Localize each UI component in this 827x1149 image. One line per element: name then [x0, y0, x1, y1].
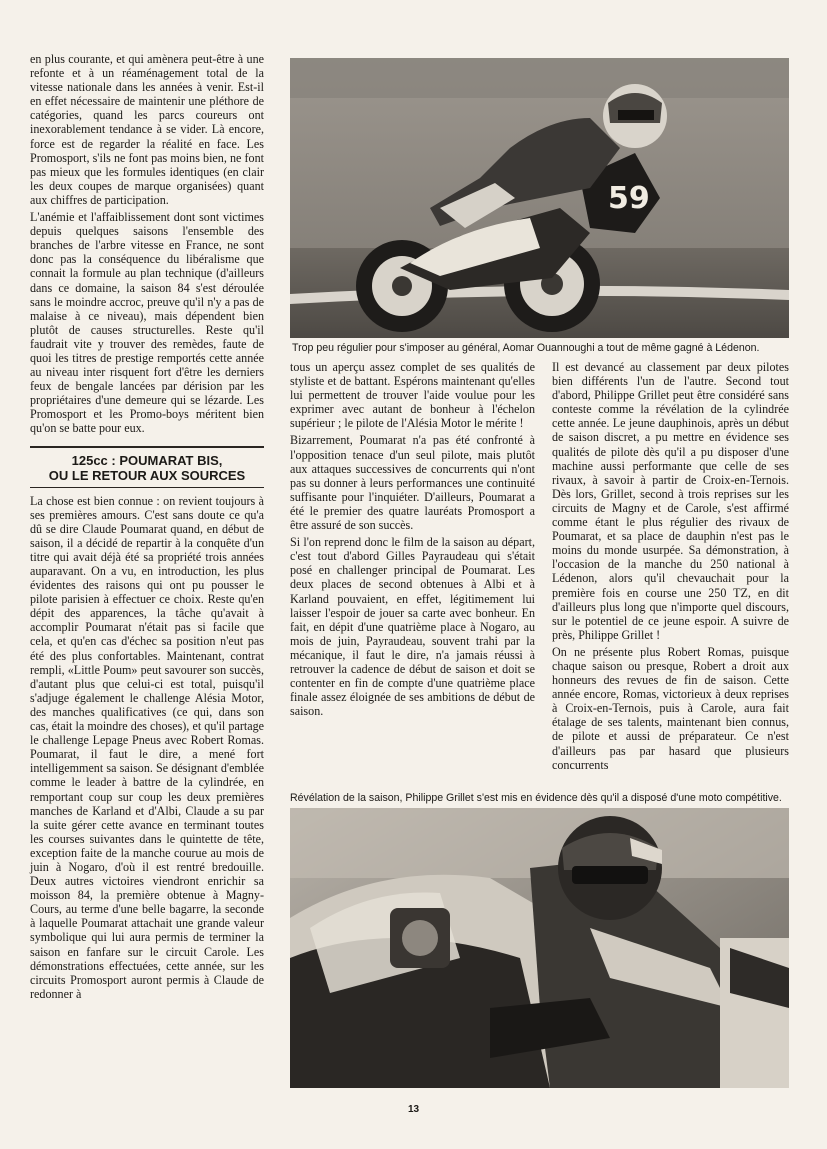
photo-racer-ouannoughi	[290, 58, 789, 338]
page-number: 13	[407, 1104, 420, 1115]
photo-racer-grillet	[290, 808, 789, 1088]
paragraph: Bizarrement, Poumarat n'a pas été confronté à l'opposition tenace d'un seul pilote, mais plutôt aux attaques successives de concurrents qui n'ont pas su donner à leurs performances une continuité suffisante pour l'inquiéter. D'ailleurs, Poumarat a été le premier des quatre lauréats Promosport a être assuré de son succès.	[290, 433, 535, 533]
section-heading	[30, 446, 264, 488]
text-column-2	[290, 360, 535, 718]
paragraph: L'anémie et l'affaiblissement dont sont victimes depuis quelques saisons l'ensemble des branches de l'arbre vitesse en France, ne sont donc pas la conséquence du libéralisme que connait la formule au plan technique (d'ailleurs dans ce domaine, la saison 84 s'est déroulée sans le moindre accroc, preuve qu'il n'y a pas de malaise à ce niveau), mais dépendent bien plutôt de causes structurelles. Reste qu'il faudrait vite y trouver des remèdes, faute de quoi les titres de prestige remportés cette année au niveau inter risquent fort d'être les derniers feux de bengale lancées par dérision par les propriétaires d'une demeure qui se lézarde. Les Promosport et les Promo-boys méritent bien qu'on se batte pour eux.	[30, 210, 264, 436]
photo-caption: Trop peu régulier pour s'imposer au général, Aomar Ouannoughi a tout de même gagné à Lédenon.	[292, 342, 760, 354]
paragraph: tous un aperçu assez complet de ses qualités de styliste et de battant. Espérons maintenant qu'elles lui permettent de trouver l'aide voulue pour les exprimer avec autant de bonheur à l'échelon supérieur ; le pilote de l'Alésia Motor le mérite !	[290, 360, 535, 431]
photo-caption: Révélation de la saison, Philippe Grillet s'est mis en évidence dès qu'il a disposé d'une moto compétitive.	[290, 792, 782, 804]
paragraph: La chose est bien connue : on revient toujours à ses premières amours. C'est sans doute ce qu'a dû se dire Claude Poumarat quand, en début de saison, il a décidé de repartir à la conquête d'un titre qui avait déjà été sa propriété trois années auparavant. On a vu, en introduction, les plus évidentes des raisons qui ont pu pousser le pilote parisien à effectuer ce choix. Reste qu'en dépit des apparences, la tâche qu'avait à accomplir Poumarat n'était pas si facile que cela, et qu'en cas d'échec sa position n'eut pas été des plus confortables. Maintenant, contrat rempli, «Little Poum» peut savourer son succès, d'autant plus que celui-ci est total, puisqu'il s'adjuge également le challenge Alésia Motor, des manches qualificatives (ce qui, dans son cas, était la moindre des choses), et qu'il partage le challenge Lepage Pneus avec Robert Romas. Poumarat, il faut le dire, a mené fort intelligemment sa saison. Se désignant d'emblée comme le leader à battre de la cylindrée, en remportant coup sur coup les deux premières manches de Karland et d'Albi, Claude a su par la suite gérer cette avance en terminant toutes les courses suivantes dans le quintette de tête, exception faite de la manche courue au mois de juin à Nogaro, d'où il est rentré bredouille. Deux autres victoires viendront enrichir sa moisson 84, la première obtenue à Magny-Cours, au terme d'une belle bagarre, la seconde à laquelle Poumarat attachait une grande valeur symbolique qui lui aura permis de terminer la saison en fanfare sur le circuit Carole. Les démonstrations effectuées, cette année, sur les circuits Promosport auront permis à Claude de redonner à	[30, 493, 264, 1001]
section-heading-line-1: 125cc : POUMARAT BIS,	[71, 452, 223, 468]
text-column-3	[552, 360, 789, 772]
plate-number: 59	[608, 181, 650, 216]
text-column-1	[30, 52, 264, 1001]
section-heading-line-2: OU LE RETOUR AUX SOURCES	[48, 467, 246, 483]
paragraph: Il est devancé au classement par deux pilotes bien différents l'un de l'autre. Second tout d'abord, Philippe Grillet peut être considéré sans conteste comme la révélation de la cylindrée cette année. Le jeune dauphinois, après un début de saison discret, a pu mettre en évidence ses qualités de pilote dès qu'il a pu disposer d'une machine aussi performante que celle de ses rivaux, à savoir à partir de Croix-en-Ternois. Dès lors, Grillet, second à trois reprises sur les circuits de Magny et de Carole, s'est affirmé comme étant le plus régulier des rivaux de Poumarat, et sa place de dauphin n'est pas le moins du monde usurpée. Sa démonstration, à l'occasion de la manche du 250 national à Lédenon, alors qu'il chevauchait pour la première fois en course une 250 TZ, en dit d'ailleurs plus long que n'importe quel discours, sur le potentiel de ce jeune espoir. A suivre de près, Philippe Grillet !	[552, 360, 789, 642]
paragraph: On ne présente plus Robert Romas, puisque chaque saison ou presque, Robert a droit aux honneurs des revues de fin de saison. Cette année encore, Romas, victorieux à deux reprises à Croix-en-Ternois, puis à Carole, aura fait étalage de ses talents, maintenant bien connus, de pilote et aussi de préparateur. Ce n'est d'ailleurs pas par hasard que plusieurs concurrents	[552, 644, 789, 772]
paragraph: Si l'on reprend donc le film de la saison au départ, c'est tout d'abord Gilles Payraudeau qui s'était posé en challenger principal de Poumarat. Les deux places de second obtenues à Albi et à Karland pouvaient, en effet, légitimement lui laisser l'espoir de jouer sa carte avec bonheur. En fait, en dépit d'une quatrième place à Nogaro, au mois de juin, Payraudeau, souvent trahi par la mécanique, il faut le dire, n'a jamais réussi à retrouver la cadence de début de saison et doit se contenter en fin de compte d'une quatrième place finale assez éloignée de ses ambitions de début de saison.	[290, 535, 535, 719]
paragraph: en plus courante, et qui amènera peut-être à une refonte et à un réaménagement total de la vitesse nationale dans les années à venir. Est-il en effet nécessaire de maintenir une pléthore de catégories, quand les parcs coureurs ont inexorablement tendance à se vider. Là encore, force est de regarder la réalité en face. Les Promosport, s'ils ne font pas moins bien, ne font pas mieux que les formules identiques (en clair les deux coupes de marque organisées) quant aux chiffres de participation.	[30, 52, 264, 207]
